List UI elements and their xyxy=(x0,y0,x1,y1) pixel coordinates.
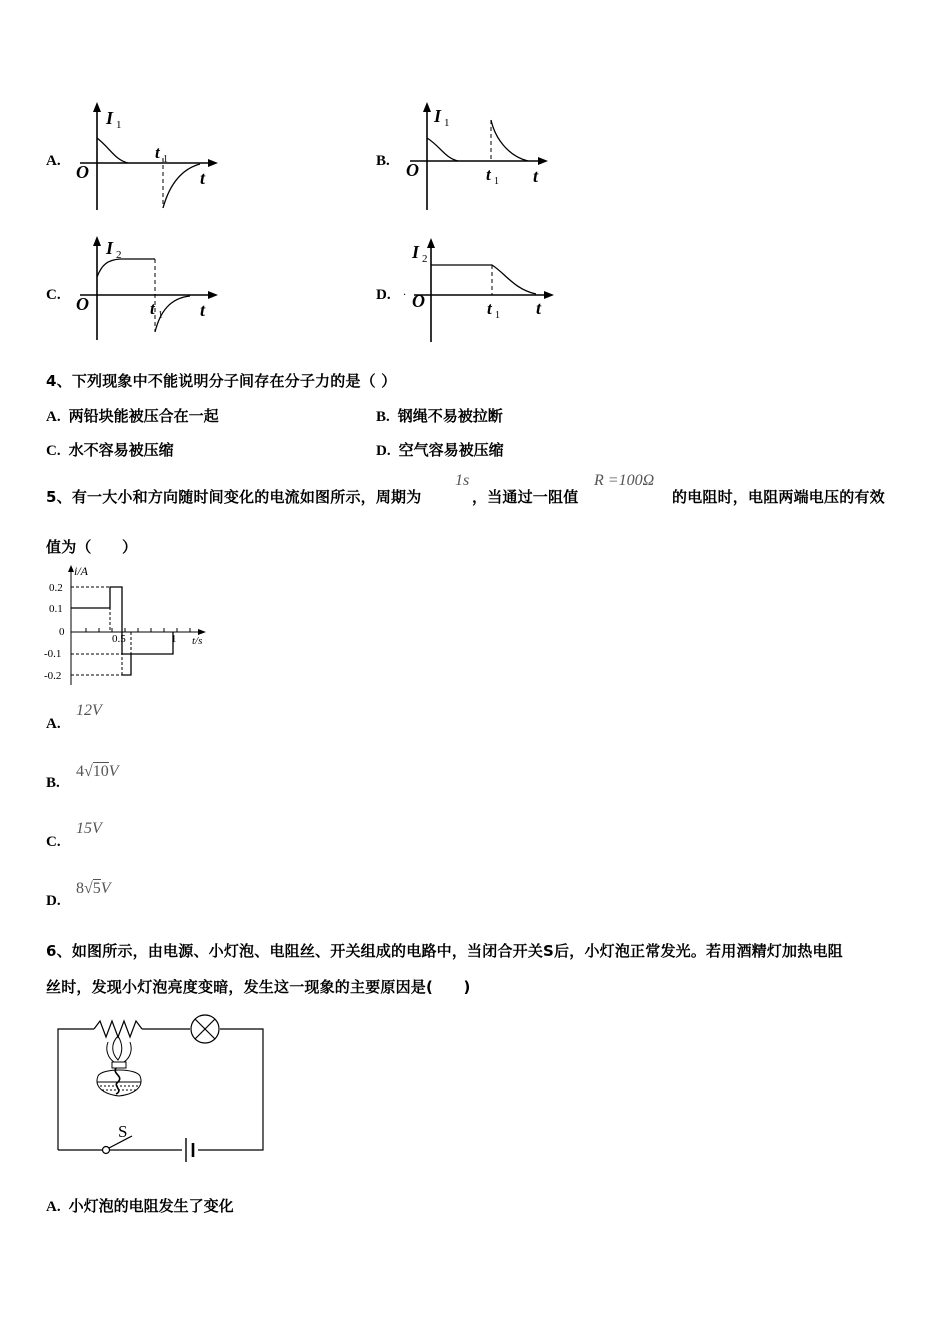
q5-chart-ytick: 0 xyxy=(59,626,65,638)
q5-stem-c: 的电阻时，电阻两端电压的有效 xyxy=(672,488,885,506)
svg-text:2: 2 xyxy=(422,253,428,265)
svg-text:t: t xyxy=(533,166,539,186)
lamp-icon xyxy=(191,1015,219,1043)
svg-text:t: t xyxy=(200,168,206,188)
svg-text:t: t xyxy=(486,165,491,184)
q5-chart-ytick: 0.2 xyxy=(49,582,63,594)
q5-chart-xtick: 1 xyxy=(171,633,177,645)
svg-text:t: t xyxy=(487,299,492,318)
q5-stem-a: 5、有一大小和方向随时间变化的电流如图所示，周期为 xyxy=(46,488,422,506)
graph-d-label: D. xyxy=(376,287,391,303)
svg-text:1: 1 xyxy=(163,154,168,165)
q5-option-d-value: 8√5V xyxy=(76,880,111,897)
svg-text:t: t xyxy=(200,300,206,320)
svg-text:1: 1 xyxy=(495,310,500,321)
svg-text:1: 1 xyxy=(444,117,450,129)
q5-chart-ytick: 0.1 xyxy=(49,603,63,615)
q4-option-c: C. 水不容易被压缩 xyxy=(46,441,174,459)
graph-c-label: C. xyxy=(46,287,61,303)
q5-period: 1s xyxy=(455,472,470,489)
q4-option-a: A. 两铅块能被压合在一起 xyxy=(46,407,219,425)
q5-option-c-label: C. xyxy=(46,834,61,850)
q5-option-b-label: B. xyxy=(46,775,60,791)
graph-b-ylabel: I xyxy=(434,106,442,126)
q5-option-c-value: 15V xyxy=(76,820,102,837)
graph-b-label: B. xyxy=(376,153,390,169)
graph-a xyxy=(70,100,230,215)
q6-stem-b: 丝时，发现小灯泡亮度变暗，发生这一现象的主要原因是( ) xyxy=(46,978,471,996)
svg-text:t: t xyxy=(536,298,542,318)
q5-option-a-value: 12V xyxy=(76,702,102,719)
q5-chart-xlabel: t/s xyxy=(192,635,203,647)
switch-label: S xyxy=(118,1122,128,1141)
graph-b xyxy=(400,98,560,215)
svg-text:1: 1 xyxy=(158,310,163,321)
q5-stem-b: ，当通过一阻值 xyxy=(472,488,579,506)
graph-c-ylabel: I xyxy=(106,238,114,258)
q5-chart-ylabel: i/A xyxy=(74,564,88,578)
q5-chart-ytick: -0.1 xyxy=(44,648,62,660)
q6-circuit-diagram xyxy=(50,1010,275,1170)
q6-option-a: A. 小灯泡的电阻发生了变化 xyxy=(46,1197,234,1215)
q6-stem-a: 6、如图所示，由电源、小灯泡、电阻丝、开关组成的电路中，当闭合开关S后，小灯泡正常发光。若用酒精灯加热电阻 xyxy=(46,942,843,960)
alcohol-lamp-icon xyxy=(97,1036,141,1096)
graph-d-ylabel: I xyxy=(412,242,420,262)
q4-option-d: D. 空气容易被压缩 xyxy=(376,441,504,459)
q5-current-chart xyxy=(40,560,215,690)
q4-stem: 4、下列现象中不能说明分子间存在分子力的是（ ） xyxy=(46,372,397,390)
svg-text:t: t xyxy=(155,143,160,162)
svg-text:2: 2 xyxy=(116,249,122,261)
q5-stem-d: 值为（ ） xyxy=(46,538,138,556)
q5-option-d-label: D. xyxy=(46,893,61,909)
svg-text:1: 1 xyxy=(116,119,122,131)
graph-a-ylabel: I xyxy=(106,108,114,128)
graph-d xyxy=(408,234,568,346)
q4-option-b: B. 钢绳不易被拉断 xyxy=(376,407,503,425)
battery-icon xyxy=(183,1136,197,1164)
graph-c xyxy=(70,232,230,344)
q5-chart-xtick: 0.5 xyxy=(112,633,126,645)
q5-option-b-value: 4√10V xyxy=(76,763,119,780)
svg-text:O: O xyxy=(76,294,89,314)
svg-text:1: 1 xyxy=(494,176,499,187)
q5-chart-ytick: -0.2 xyxy=(44,670,62,682)
q5-resistance: R =100Ω xyxy=(594,472,655,489)
svg-text:t: t xyxy=(150,299,155,318)
graph-a-label: A. xyxy=(46,153,61,169)
q5-option-a-label: A. xyxy=(46,716,61,732)
svg-text:O: O xyxy=(412,291,425,311)
resistor-icon xyxy=(94,1021,142,1037)
svg-text:O: O xyxy=(406,160,419,180)
svg-text:O: O xyxy=(76,162,89,182)
